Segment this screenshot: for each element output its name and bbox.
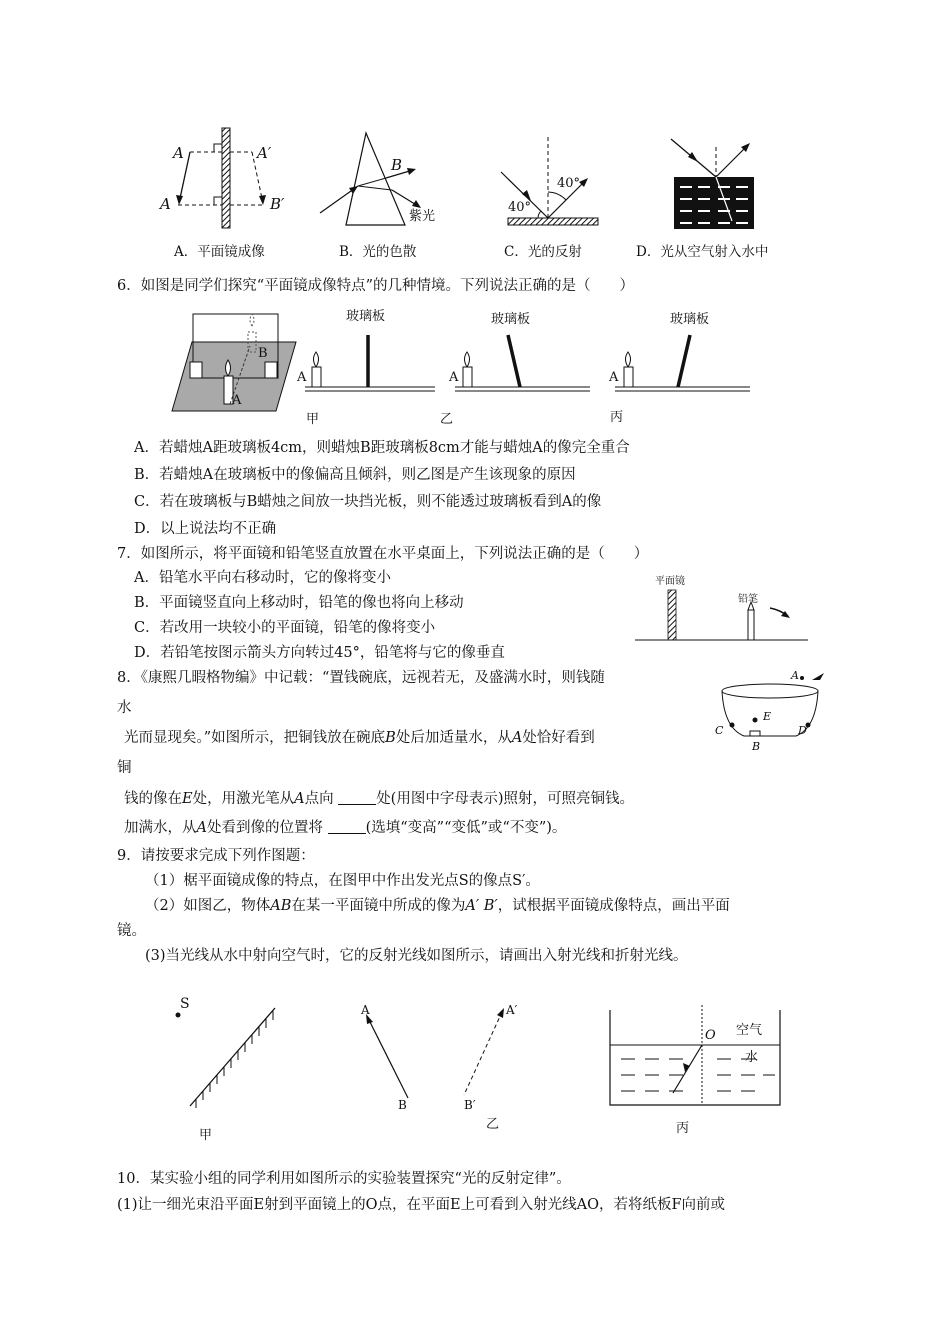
jia-label-b: B [258,346,268,361]
bowl-coin-diagram [712,668,842,753]
q8-letter-a2: A [294,791,305,807]
fig-b-label-violet: 紫光 [409,209,436,224]
q9-a-label: A [361,1003,370,1017]
q8-line-2 [124,728,595,748]
q8-fig-a: A [791,669,799,682]
candle-label-3: A [609,370,619,385]
q6-option-a: A．若蜡烛A距玻璃板4cm，则蜡烛B距玻璃板8cm才能与蜡烛A的像完全重合 [134,440,630,456]
q9-part-2b: 在某一平面镜中所成的像为 [291,898,466,914]
q9-stem: 9．请按要求完成下列作图题： [117,848,315,864]
q8-line-4 [124,818,566,838]
plane-mirror-imaging-diagram [160,125,300,235]
q9-part-2e: 镜。 [117,923,146,939]
q9-part-1: （1）椐平面镜成像的特点，在图甲中作出发光点S的像点S′。 [145,873,540,889]
fig-c-angle-lower: 40° [508,200,532,215]
q9-yi-caption: 乙 [486,1117,500,1132]
reflection-diagram [498,132,608,232]
candle-label-2: A [449,370,459,385]
q8-line-3 [124,789,634,809]
q8-line-3b: 处，用激光笔从 [192,791,295,807]
q9-bing-caption: 丙 [676,1121,690,1136]
side-view-diagrams [300,325,760,400]
q7-pencil-label: 铅笔 [738,594,758,605]
q8-fig-c: C [715,724,724,737]
q8-line-3a: 钱的像在 [124,791,182,807]
q9-part-2c: A′ B′ [465,898,498,914]
q9-air-label: 空气 [736,1023,763,1038]
q8-line-3d: 处(用图中字母表示)照射，可照亮铜钱。 [376,791,634,807]
q8-fig-b: B [752,740,761,753]
glass-label-3: 玻璃板 [670,312,710,327]
q9-o-label: O [705,1028,716,1043]
q8-letter-b: B [385,730,396,746]
q8-letter-a: A [511,730,523,746]
fig-c-caption: C．光的反射 [504,244,582,260]
q9-part-2d: ，试根据平面镜成像特点，画出平面 [497,898,730,914]
fig-d-caption: D．光从空气射入水中 [636,244,769,260]
fig-a-label-a1: A [173,144,184,162]
candle-label-1: A [297,370,307,385]
q8-line-4b: 处看到像的位置将 [206,820,323,836]
air-to-water-diagram [668,135,778,235]
q8-blank-2[interactable] [328,819,366,834]
fig-b-label-b: B [391,156,403,174]
bing-caption: 丙 [610,410,624,425]
q6-option-b: B．若蜡烛A在玻璃板中的像偏高且倾斜，则乙图是产生该现象的原因 [134,467,576,483]
q9-s-label: S [180,996,190,1012]
q6-option-d: D．以上说法均不正确 [134,521,277,537]
q8-line-4a: 加满水，从 [124,820,197,836]
q7-option-a: A．铅笔水平向右移动时，它的像将变小 [134,570,391,586]
q9-a-prime-label: A′ [506,1003,518,1017]
q9-part-2-ab: AB [270,898,292,914]
q8-blank-1[interactable] [338,790,376,805]
q8-fig-e: E [763,710,772,723]
q8-line-2b: 处后加适量水，从 [395,730,512,746]
point-source-mirror-diagram [170,1000,290,1120]
fig-b-caption: B．光的色散 [339,244,417,260]
q8-letter-a3: A [196,820,207,836]
q9-b-prime-label: B′ [464,1098,476,1112]
q9-water-label: 水 [745,1050,759,1065]
glass-label-1: 玻璃板 [346,309,386,324]
fig-a-label-b-prime: B′ [270,195,285,213]
q9-part-3: (3)当光线从水中射向空气时，它的反射光线如图所示，请画出入射光线和折射光线。 [145,948,688,964]
q8-letter-e: E [182,791,193,807]
fig-a-label-a2: A [160,195,171,213]
q8-line-2c: 处恰好看到 [522,730,595,746]
fig-a-caption: A．平面镜成像 [174,244,265,260]
fig-c-angle-upper: 40° [557,176,581,191]
jia-label-a: A [232,393,242,408]
q7-option-c: C．若改用一块较小的平面镜，铅笔的像将变小 [134,620,436,636]
q8-line-1b: 水 [117,700,132,716]
q7-option-d: D．若铅笔按图示箭头方向转过45°，铅笔将与它的像垂直 [134,645,505,661]
q8-fig-d: D [798,724,807,737]
q6-stem: 6．如图是同学们探究“平面镜成像特点”的几种情境。下列说法正确的是（ ） [117,278,635,294]
q8-line-1: 8．《康熙几暇格物编》中记载：“置钱碗底，远视若无，及盛满水时，则钱随 [117,670,605,686]
q8-line-2a: 光而显现矣。”如图所示，把铜钱放在碗底 [124,730,386,746]
q9-part-2a: （2）如图乙，物体 [145,898,271,914]
object-image-diagram [360,1000,520,1110]
q8-line-2d: 铜 [117,760,132,776]
q9-part-2 [145,896,730,916]
mirror-pencil-diagram [630,580,810,645]
q10-part-1: (1)让一细光束沿平面E射到平面镜上的O点，在平面E上可看到入射光线AO，若将纸板F向前或 [117,1197,726,1213]
q7-stem: 7．如图所示，将平面镜和铅笔竖直放置在水平桌面上，下列说法正确的是（ ） [117,546,649,562]
fig-a-label-a-prime: A′ [257,144,272,162]
jia-caption: 甲 [306,412,320,427]
q6-option-c: C．若在玻璃板与B蜡烛之间放一块挡光板，则不能透过玻璃板看到A的像 [134,494,602,510]
q9-jia-caption: 甲 [199,1128,213,1143]
q8-line-3c: 点向 [304,791,334,807]
q10-stem: 10．某实验小组的同学利用如图所示的实验装置探究“光的反射定律”。 [117,1171,571,1187]
q8-line-4c: (选填“变高”“变低”或“不变”)。 [365,820,567,836]
yi-caption: 乙 [440,412,454,427]
q7-mirror-label: 平面镜 [655,576,685,587]
q9-b-label: B [398,1098,407,1112]
q7-option-b: B．平面镜竖直向上移动时，铅笔的像也将向上移动 [134,595,464,611]
glass-label-2: 玻璃板 [491,312,531,327]
